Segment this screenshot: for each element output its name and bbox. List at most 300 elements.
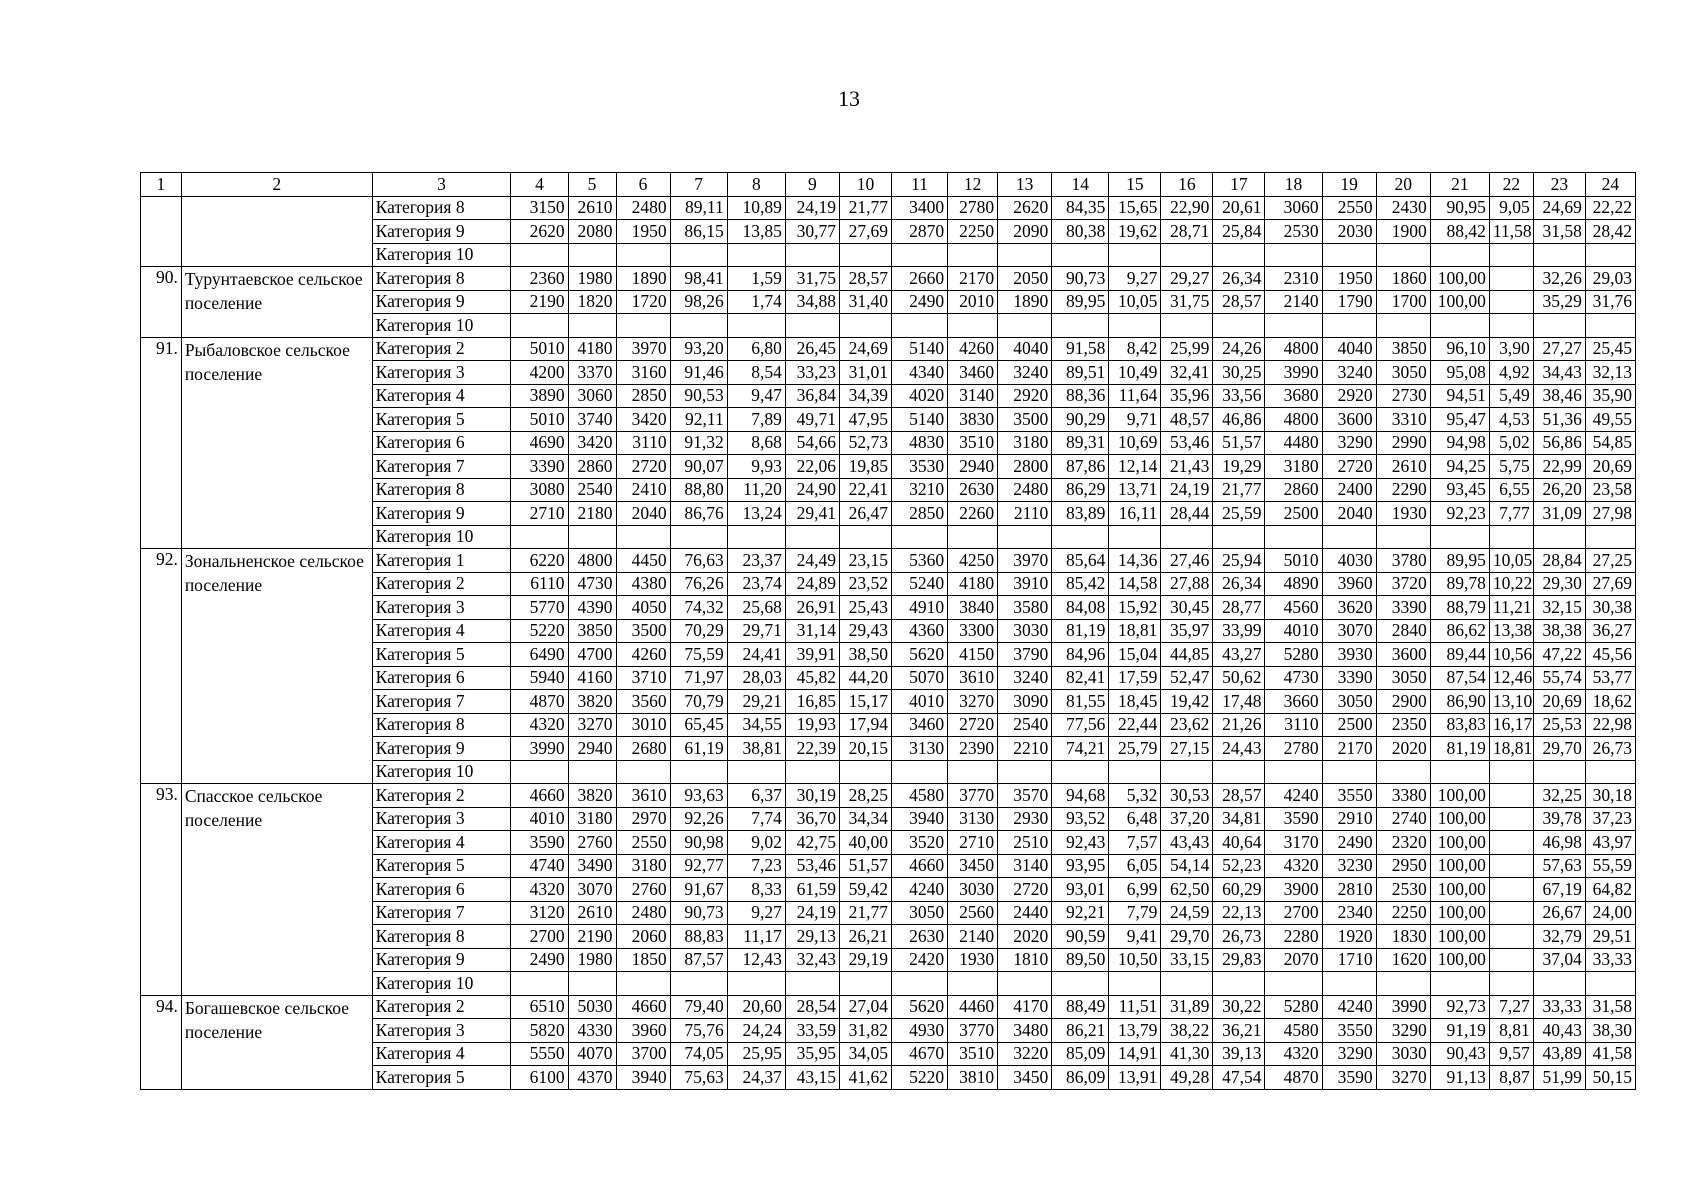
value-cell: 37,04 [1533, 948, 1585, 972]
value-cell [727, 972, 785, 996]
category-cell: Категория 7 [372, 690, 511, 714]
value-cell: 26,73 [1585, 737, 1635, 761]
value-cell: 10,05 [1109, 290, 1161, 314]
value-cell: 2920 [998, 384, 1052, 408]
value-cell: 10,22 [1489, 572, 1533, 596]
value-cell: 24,24 [727, 1019, 785, 1043]
value-cell: 30,53 [1161, 784, 1213, 808]
value-cell: 2550 [616, 831, 670, 855]
column-header: 1 [141, 173, 182, 197]
value-cell: 2500 [1322, 713, 1376, 737]
value-cell: 3600 [1322, 408, 1376, 432]
value-cell: 27,98 [1585, 502, 1635, 526]
value-cell: 98,26 [670, 290, 727, 314]
value-cell: 47,54 [1213, 1066, 1265, 1090]
value-cell: 2310 [1265, 267, 1322, 291]
value-cell: 28,25 [839, 784, 891, 808]
value-cell: 28,03 [727, 666, 785, 690]
value-cell: 77,56 [1052, 713, 1109, 737]
value-cell: 2020 [998, 925, 1052, 949]
value-cell [1489, 290, 1533, 314]
value-cell: 2630 [892, 925, 948, 949]
value-cell: 57,63 [1533, 854, 1585, 878]
value-cell: 4200 [511, 361, 568, 385]
value-cell [892, 525, 948, 549]
category-cell: Категория 10 [372, 314, 511, 338]
value-cell: 26,91 [785, 596, 839, 620]
value-cell [1265, 314, 1322, 338]
value-cell: 3290 [1322, 431, 1376, 455]
value-cell: 2490 [1322, 831, 1376, 855]
value-cell [1489, 267, 1533, 291]
value-cell: 31,40 [839, 290, 891, 314]
value-cell: 5820 [511, 1019, 568, 1043]
value-cell: 2060 [616, 925, 670, 949]
category-cell: Категория 3 [372, 361, 511, 385]
value-cell: 29,19 [839, 948, 891, 972]
value-cell: 74,21 [1052, 737, 1109, 761]
value-cell: 1,74 [727, 290, 785, 314]
column-header: 8 [727, 173, 785, 197]
value-cell: 53,77 [1585, 666, 1635, 690]
value-cell: 25,99 [1161, 337, 1213, 361]
value-cell: 11,17 [727, 925, 785, 949]
value-cell: 5360 [892, 549, 948, 573]
value-cell: 93,95 [1052, 854, 1109, 878]
value-cell: 3930 [1322, 643, 1376, 667]
value-cell: 2170 [1322, 737, 1376, 761]
value-cell: 13,71 [1109, 478, 1161, 502]
value-cell: 8,54 [727, 361, 785, 385]
value-cell: 3230 [1322, 854, 1376, 878]
value-cell: 2320 [1376, 831, 1430, 855]
column-header: 23 [1533, 173, 1585, 197]
value-cell: 1890 [998, 290, 1052, 314]
value-cell: 89,95 [1430, 549, 1489, 573]
value-cell: 36,27 [1585, 619, 1635, 643]
value-cell: 93,52 [1052, 807, 1109, 831]
category-cell: Категория 2 [372, 572, 511, 596]
value-cell: 2020 [1376, 737, 1430, 761]
value-cell: 4830 [892, 431, 948, 455]
value-cell: 28,77 [1213, 596, 1265, 620]
value-cell [1489, 948, 1533, 972]
value-cell: 4010 [511, 807, 568, 831]
value-cell: 6,55 [1489, 478, 1533, 502]
value-cell: 9,93 [727, 455, 785, 479]
value-cell: 29,51 [1585, 925, 1635, 949]
value-cell: 3400 [892, 196, 948, 220]
value-cell: 3140 [998, 854, 1052, 878]
value-cell: 3450 [948, 854, 998, 878]
value-cell: 4010 [892, 690, 948, 714]
value-cell [1585, 314, 1635, 338]
value-cell: 33,99 [1213, 619, 1265, 643]
value-cell: 30,45 [1161, 596, 1213, 620]
value-cell: 9,71 [1109, 408, 1161, 432]
value-cell: 2710 [511, 502, 568, 526]
value-cell: 90,95 [1430, 196, 1489, 220]
value-cell: 33,23 [785, 361, 839, 385]
value-cell: 1810 [998, 948, 1052, 972]
value-cell: 23,74 [727, 572, 785, 596]
category-cell: Категория 5 [372, 408, 511, 432]
value-cell: 3510 [948, 431, 998, 455]
value-cell [785, 314, 839, 338]
value-cell [839, 243, 891, 267]
value-cell: 2080 [568, 220, 616, 244]
settlement-number: 94. [141, 995, 182, 1089]
value-cell: 2040 [1322, 502, 1376, 526]
value-cell: 5140 [892, 408, 948, 432]
value-cell: 19,42 [1161, 690, 1213, 714]
value-cell [1489, 901, 1533, 925]
value-cell: 31,58 [1533, 220, 1585, 244]
value-cell: 12,43 [727, 948, 785, 972]
value-cell [616, 972, 670, 996]
value-cell: 3390 [1376, 596, 1430, 620]
category-cell: Категория 7 [372, 901, 511, 925]
value-cell [839, 760, 891, 784]
value-cell: 1920 [1322, 925, 1376, 949]
value-cell: 3370 [568, 361, 616, 385]
value-cell: 1620 [1376, 948, 1430, 972]
value-cell: 3050 [1376, 361, 1430, 385]
value-cell: 5,49 [1489, 384, 1533, 408]
value-cell [1376, 760, 1430, 784]
value-cell: 2920 [1322, 384, 1376, 408]
settlement-name [181, 196, 372, 267]
value-cell: 5550 [511, 1042, 568, 1066]
column-header: 4 [511, 173, 568, 197]
value-cell: 41,62 [839, 1066, 891, 1090]
value-cell: 3850 [568, 619, 616, 643]
value-cell [1585, 760, 1635, 784]
category-cell: Категория 10 [372, 243, 511, 267]
value-cell [1109, 760, 1161, 784]
value-cell: 27,69 [1585, 572, 1635, 596]
value-cell: 30,38 [1585, 596, 1635, 620]
value-cell [568, 243, 616, 267]
value-cell [785, 760, 839, 784]
value-cell: 10,05 [1489, 549, 1533, 573]
category-cell: Категория 8 [372, 267, 511, 291]
value-cell: 5620 [892, 643, 948, 667]
value-cell: 3180 [616, 854, 670, 878]
value-cell: 52,47 [1161, 666, 1213, 690]
value-cell: 90,29 [1052, 408, 1109, 432]
value-cell: 13,10 [1489, 690, 1533, 714]
value-cell: 39,91 [785, 643, 839, 667]
value-cell: 39,13 [1213, 1042, 1265, 1066]
value-cell [1052, 314, 1109, 338]
value-cell: 2090 [998, 220, 1052, 244]
settlement-number: 92. [141, 549, 182, 784]
value-cell: 85,64 [1052, 549, 1109, 573]
value-cell: 6,80 [727, 337, 785, 361]
value-cell: 17,48 [1213, 690, 1265, 714]
value-cell: 3180 [1265, 455, 1322, 479]
value-cell: 3940 [616, 1066, 670, 1090]
value-cell: 4890 [1265, 572, 1322, 596]
value-cell: 31,82 [839, 1019, 891, 1043]
value-cell: 2250 [1376, 901, 1430, 925]
value-cell: 19,29 [1213, 455, 1265, 479]
value-cell: 34,81 [1213, 807, 1265, 831]
value-cell: 30,19 [785, 784, 839, 808]
category-cell: Категория 9 [372, 290, 511, 314]
value-cell: 3840 [948, 596, 998, 620]
value-cell: 4340 [892, 361, 948, 385]
value-cell: 54,66 [785, 431, 839, 455]
value-cell: 3050 [1376, 666, 1430, 690]
value-cell: 3990 [1265, 361, 1322, 385]
value-cell: 85,42 [1052, 572, 1109, 596]
value-cell: 20,15 [839, 737, 891, 761]
value-cell: 92,77 [670, 854, 727, 878]
value-cell [1430, 525, 1489, 549]
settlement-name: Рыбаловское сельское поселение [181, 337, 372, 549]
value-cell: 33,59 [785, 1019, 839, 1043]
value-cell [727, 243, 785, 267]
value-cell: 70,29 [670, 619, 727, 643]
value-cell [948, 314, 998, 338]
value-cell [1489, 314, 1533, 338]
value-cell: 88,36 [1052, 384, 1109, 408]
value-cell: 7,57 [1109, 831, 1161, 855]
value-cell: 18,62 [1585, 690, 1635, 714]
value-cell: 20,60 [727, 995, 785, 1019]
value-cell: 4320 [511, 878, 568, 902]
value-cell: 87,86 [1052, 455, 1109, 479]
value-cell [1213, 314, 1265, 338]
value-cell: 21,26 [1213, 713, 1265, 737]
value-cell: 4010 [1265, 619, 1322, 643]
value-cell [998, 314, 1052, 338]
value-cell: 88,80 [670, 478, 727, 502]
value-cell: 51,36 [1533, 408, 1585, 432]
value-cell: 100,00 [1430, 925, 1489, 949]
value-cell [1109, 314, 1161, 338]
value-cell: 3270 [948, 690, 998, 714]
value-cell: 4930 [892, 1019, 948, 1043]
value-cell: 6,48 [1109, 807, 1161, 831]
value-cell [1322, 760, 1376, 784]
column-header: 2 [181, 173, 372, 197]
value-cell: 41,30 [1161, 1042, 1213, 1066]
value-cell: 3970 [998, 549, 1052, 573]
value-cell: 24,00 [1585, 901, 1635, 925]
value-cell: 2210 [998, 737, 1052, 761]
value-cell: 3590 [511, 831, 568, 855]
value-cell: 4660 [892, 854, 948, 878]
value-cell: 2490 [892, 290, 948, 314]
value-cell [1265, 525, 1322, 549]
value-cell: 86,29 [1052, 478, 1109, 502]
value-cell: 3940 [892, 807, 948, 831]
value-cell: 25,79 [1109, 737, 1161, 761]
value-cell: 24,90 [785, 478, 839, 502]
value-cell: 40,64 [1213, 831, 1265, 855]
value-cell: 6220 [511, 549, 568, 573]
settlement-number: 93. [141, 784, 182, 996]
value-cell: 2190 [568, 925, 616, 949]
value-cell [1213, 525, 1265, 549]
value-cell: 3090 [998, 690, 1052, 714]
value-cell: 3720 [1376, 572, 1430, 596]
value-cell [892, 243, 948, 267]
value-cell: 10,89 [727, 196, 785, 220]
value-cell [511, 314, 568, 338]
value-cell: 65,45 [670, 713, 727, 737]
value-cell: 96,10 [1430, 337, 1489, 361]
value-cell: 39,78 [1533, 807, 1585, 831]
value-cell: 2630 [948, 478, 998, 502]
value-cell: 23,52 [839, 572, 891, 596]
value-cell: 23,37 [727, 549, 785, 573]
value-cell [1489, 525, 1533, 549]
value-cell: 2030 [1322, 220, 1376, 244]
value-cell: 93,63 [670, 784, 727, 808]
value-cell: 2350 [1376, 713, 1430, 737]
value-cell: 3030 [948, 878, 998, 902]
value-cell [1533, 525, 1585, 549]
value-cell [1585, 243, 1635, 267]
value-cell: 28,57 [1213, 784, 1265, 808]
value-cell: 2550 [1322, 196, 1376, 220]
value-cell: 5220 [511, 619, 568, 643]
value-cell: 76,63 [670, 549, 727, 573]
value-cell: 21,77 [839, 196, 891, 220]
value-cell: 13,79 [1109, 1019, 1161, 1043]
value-cell: 6110 [511, 572, 568, 596]
value-cell: 49,71 [785, 408, 839, 432]
value-cell: 51,99 [1533, 1066, 1585, 1090]
value-cell: 88,79 [1430, 596, 1489, 620]
value-cell: 45,82 [785, 666, 839, 690]
value-cell: 3240 [998, 361, 1052, 385]
value-cell: 90,53 [670, 384, 727, 408]
value-cell: 4260 [616, 643, 670, 667]
value-cell: 3270 [1376, 1066, 1430, 1090]
value-cell: 31,89 [1161, 995, 1213, 1019]
value-cell: 51,57 [839, 854, 891, 878]
column-header: 13 [998, 173, 1052, 197]
table-row [141, 267, 1636, 291]
value-cell: 3500 [616, 619, 670, 643]
column-header: 22 [1489, 173, 1533, 197]
value-cell: 5280 [1265, 643, 1322, 667]
value-cell: 1820 [568, 290, 616, 314]
settlement-number [141, 196, 182, 267]
value-cell: 1950 [1322, 267, 1376, 291]
value-cell: 45,56 [1585, 643, 1635, 667]
value-cell: 43,43 [1161, 831, 1213, 855]
value-cell: 2510 [998, 831, 1052, 855]
page-number: 13 [838, 86, 860, 111]
value-cell: 4700 [568, 643, 616, 667]
value-cell: 89,31 [1052, 431, 1109, 455]
value-cell: 3680 [1265, 384, 1322, 408]
value-cell: 49,28 [1161, 1066, 1213, 1090]
value-cell: 16,85 [785, 690, 839, 714]
value-cell: 13,91 [1109, 1066, 1161, 1090]
value-cell: 4380 [616, 572, 670, 596]
value-cell: 3580 [998, 596, 1052, 620]
value-cell: 22,39 [785, 737, 839, 761]
value-cell [1430, 972, 1489, 996]
value-cell: 34,39 [839, 384, 891, 408]
value-cell: 2990 [1376, 431, 1430, 455]
table-row [141, 784, 1636, 808]
column-header: 10 [839, 173, 891, 197]
value-cell: 2430 [1376, 196, 1430, 220]
value-cell: 2730 [1376, 384, 1430, 408]
value-cell: 3970 [616, 337, 670, 361]
value-cell: 2720 [948, 713, 998, 737]
value-cell [511, 760, 568, 784]
value-cell: 4670 [892, 1042, 948, 1066]
value-cell [511, 243, 568, 267]
value-cell: 29,27 [1161, 267, 1213, 291]
value-cell [1265, 243, 1322, 267]
value-cell: 86,21 [1052, 1019, 1109, 1043]
value-cell: 12,14 [1109, 455, 1161, 479]
value-cell: 34,55 [727, 713, 785, 737]
value-cell: 90,98 [670, 831, 727, 855]
value-cell: 92,21 [1052, 901, 1109, 925]
value-cell: 83,89 [1052, 502, 1109, 526]
value-cell [1376, 314, 1430, 338]
value-cell: 26,34 [1213, 572, 1265, 596]
value-cell: 22,44 [1109, 713, 1161, 737]
value-cell: 2700 [511, 925, 568, 949]
value-cell: 9,27 [727, 901, 785, 925]
value-cell [948, 525, 998, 549]
value-cell: 1860 [1376, 267, 1430, 291]
value-cell: 27,69 [839, 220, 891, 244]
value-cell: 34,43 [1533, 361, 1585, 385]
value-cell: 51,57 [1213, 431, 1265, 455]
value-cell: 2720 [1322, 455, 1376, 479]
value-cell: 16,17 [1489, 713, 1533, 737]
value-cell: 2610 [568, 196, 616, 220]
value-cell: 2780 [1265, 737, 1322, 761]
settlement-name: Спасское сельское поселение [181, 784, 372, 996]
value-cell: 3960 [616, 1019, 670, 1043]
value-cell: 4450 [616, 549, 670, 573]
value-cell: 24,59 [1161, 901, 1213, 925]
value-cell: 14,91 [1109, 1042, 1161, 1066]
value-cell: 2930 [998, 807, 1052, 831]
value-cell: 4870 [511, 690, 568, 714]
value-cell [1533, 243, 1585, 267]
value-cell: 4740 [511, 854, 568, 878]
category-cell: Категория 3 [372, 1019, 511, 1043]
value-cell: 3550 [1322, 1019, 1376, 1043]
value-cell: 94,25 [1430, 455, 1489, 479]
value-cell [1533, 972, 1585, 996]
value-cell: 9,47 [727, 384, 785, 408]
value-cell [1265, 972, 1322, 996]
value-cell: 83,83 [1430, 713, 1489, 737]
value-cell: 2480 [998, 478, 1052, 502]
value-cell: 49,55 [1585, 408, 1635, 432]
value-cell: 1830 [1376, 925, 1430, 949]
value-cell [1533, 314, 1585, 338]
value-cell: 75,59 [670, 643, 727, 667]
value-cell [1430, 760, 1489, 784]
